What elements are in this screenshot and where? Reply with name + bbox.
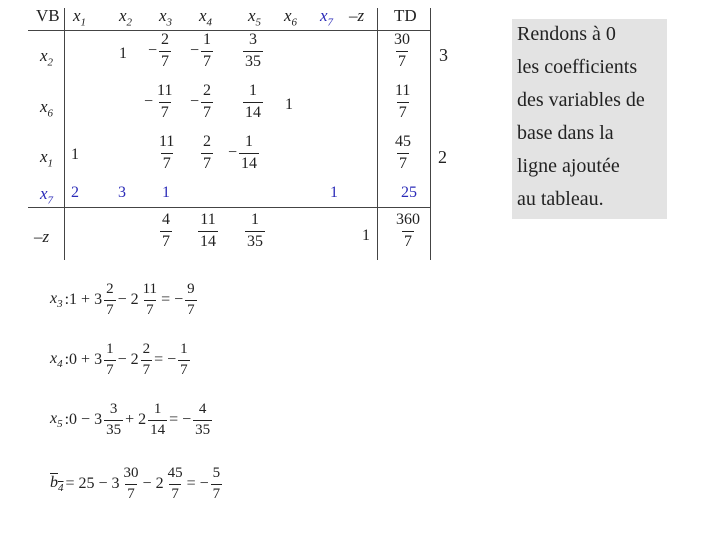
cell-x1-x1: 1 [71, 146, 79, 163]
cell-x7-x3: 1 [162, 184, 170, 201]
note-line-1: Rendons à 0 [517, 23, 616, 45]
cell-x2-td: $\frac{30}{7}$ [394, 31, 410, 70]
cell-x1-x5: − $\frac{1}{14}$ [228, 133, 258, 172]
cell-x7-td: 25 [401, 184, 417, 201]
cell-z-x3: $\frac{4}{7}$ [162, 211, 170, 250]
note-box [512, 19, 667, 219]
header-x3: $x_3$ [159, 6, 173, 29]
equation-x4: $x_4$ :0 + 3 $\frac{1}{7}$ − 2 $\frac{2}{7}$ = − $\frac{1}{7}$ [50, 341, 188, 378]
header-x7: $x_7$ [320, 6, 334, 29]
cell-x7-x7: 1 [330, 184, 338, 201]
note-line-6: au tableau. [517, 188, 604, 210]
cell-x1-x4: $\frac{2}{7}$ [203, 133, 211, 172]
cell-x6-x4: − $\frac{2}{7}$ [190, 82, 212, 121]
header-x5: $x_5$ [248, 6, 262, 29]
table-vline-left [64, 8, 65, 260]
table-hline-bottom [28, 207, 430, 208]
header-x6: $x_6$ [284, 6, 298, 29]
cell-x6-x3: − $\frac{11}{7}$ [144, 82, 173, 121]
header-x4: $x_4$ [199, 6, 213, 29]
table-vline-right [377, 8, 378, 260]
note-line-3: des variables de [517, 89, 645, 111]
equation-var: $x_4$ [50, 350, 63, 371]
row-label-x1: $x_1$ [40, 147, 54, 170]
equation-var: $x_5$ [50, 410, 63, 431]
ratio-x2: 3 [439, 45, 448, 65]
cell-z-x4: $\frac{11}{14}$ [200, 211, 216, 250]
cell-x2-x2: 1 [119, 45, 127, 62]
table-hline-header [28, 30, 430, 31]
equation-x5: $x_5$ :0 − 3 $\frac{3}{35}$ + 2 $\frac{1}{14}$ = − $\frac{4}{35}$ [50, 401, 211, 438]
cell-x2-x4: − $\frac{1}{7}$ [190, 31, 212, 70]
cell-x6-x6: 1 [285, 96, 293, 113]
header-vb: VB [36, 6, 60, 25]
row-label-x7: $x_7$ [40, 184, 54, 207]
equation-var: $b_4$ [50, 474, 64, 495]
cell-x1-td: $\frac{45}{7}$ [395, 133, 411, 172]
table-vline-td-right [430, 8, 431, 260]
cell-z-z: 1 [362, 227, 370, 244]
equation-var: $x_3$ [50, 290, 63, 311]
header-x1: $x_1$ [73, 6, 87, 29]
row-label-minus-z: –z [34, 227, 50, 246]
cell-x2-x3: − $\frac{2}{7}$ [148, 31, 170, 70]
note-line-5: ligne ajoutée [517, 155, 620, 177]
header-x2: $x_2$ [119, 6, 133, 29]
cell-x2-x5: $\frac{3}{35}$ [245, 31, 261, 70]
note-line-4: base dans la [517, 122, 614, 144]
equation-x3: $x_3$ :1 + 3 $\frac{2}{7}$ − 2 $\frac{11}{7}$ = − $\frac{9}{7}$ [50, 281, 195, 318]
header-minus-z: –z [349, 6, 365, 25]
cell-x7-x2: 3 [118, 184, 126, 201]
cell-x6-td: $\frac{11}{7}$ [395, 82, 411, 121]
cell-x6-x5: $\frac{1}{14}$ [245, 82, 261, 121]
cell-z-td: $\frac{360}{7}$ [396, 211, 420, 250]
equation-b4: $b_4$ = 25 − 3 $\frac{30}{7}$ − 2 $\frac{45}{7}$ = − $\frac{5}{7}$ [50, 465, 221, 502]
header-td: TD [394, 6, 417, 25]
note-line-2: les coefficients [517, 56, 638, 78]
row-label-x2: $x_2$ [40, 46, 54, 69]
cell-x1-x3: $\frac{11}{7}$ [159, 133, 175, 172]
row-label-x6: $x_6$ [40, 97, 54, 120]
cell-x7-x1: 2 [71, 184, 79, 201]
ratio-x1: 2 [438, 147, 447, 167]
cell-z-x5: $\frac{1}{35}$ [247, 211, 263, 250]
